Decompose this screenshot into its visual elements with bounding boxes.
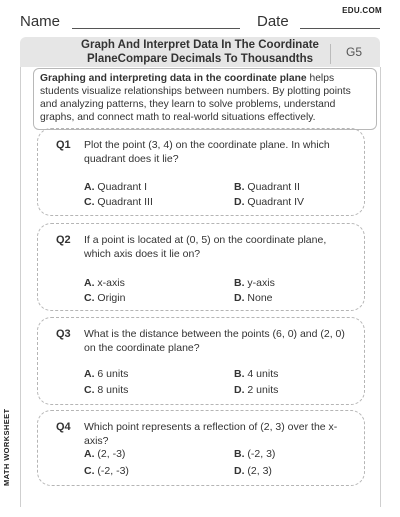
option-c[interactable] xyxy=(84,292,125,304)
option-letter: A. xyxy=(84,368,95,380)
option-b[interactable] xyxy=(234,368,278,380)
question-card-2 xyxy=(37,223,365,311)
option-text: Origin xyxy=(97,292,126,304)
option-letter: D. xyxy=(234,292,245,304)
intro-text: helps students visualize relationships between numbers. By plotting points and analyzing patterns, they learn to solve problems, understand graphs, and connect math to real-world situations effectively. xyxy=(40,73,351,123)
grade-divider xyxy=(330,44,331,64)
question-number: Q2 xyxy=(56,234,71,246)
name-line xyxy=(72,28,240,29)
worksheet-title xyxy=(60,37,340,66)
option-b[interactable] xyxy=(234,448,275,460)
question-card-4 xyxy=(37,410,365,486)
question-text: Which point represents a reflection of (2, 3) over the x-axis? xyxy=(84,421,338,447)
option-text: 4 units xyxy=(247,368,279,380)
option-letter: A. xyxy=(84,277,95,289)
option-d[interactable] xyxy=(234,465,272,477)
option-letter: D. xyxy=(234,384,245,396)
worksheet-title-line2: PlaneCompare Decimals To Thousandths xyxy=(86,53,313,65)
option-letter: C. xyxy=(84,465,95,477)
option-text: Quadrant II xyxy=(247,181,300,193)
option-letter: D. xyxy=(234,196,245,208)
option-b[interactable] xyxy=(234,277,275,289)
option-text: Quadrant IV xyxy=(247,196,305,208)
name-label: Name xyxy=(20,13,61,30)
option-letter: A. xyxy=(84,448,95,460)
option-text: Quadrant I xyxy=(97,181,148,193)
option-text: (-2, -3) xyxy=(97,465,129,477)
option-d[interactable] xyxy=(234,196,304,208)
question-number: Q1 xyxy=(56,139,71,151)
question-card-3 xyxy=(37,317,365,405)
right-border xyxy=(380,67,381,507)
question-number: Q4 xyxy=(56,421,71,433)
option-letter: B. xyxy=(234,368,245,380)
option-a[interactable] xyxy=(84,448,125,460)
option-text: (2, -3) xyxy=(97,448,126,460)
title-banner xyxy=(20,37,380,67)
option-text: (-2, 3) xyxy=(247,448,276,460)
option-d[interactable] xyxy=(234,292,273,304)
option-text: 8 units xyxy=(97,384,129,396)
option-letter: C. xyxy=(84,384,95,396)
worksheet-title-line1: Graph And Interpret Data In The Coordinate xyxy=(81,39,319,51)
option-letter: C. xyxy=(84,196,95,208)
option-a[interactable] xyxy=(84,277,125,289)
left-border xyxy=(20,67,21,507)
date-label: Date xyxy=(257,13,289,30)
option-a[interactable] xyxy=(84,181,147,193)
option-text: (2, 3) xyxy=(247,465,272,477)
option-letter: C. xyxy=(84,292,95,304)
option-text: Quadrant III xyxy=(97,196,153,208)
question-number: Q3 xyxy=(56,328,71,340)
option-text: 6 units xyxy=(97,368,129,380)
option-c[interactable] xyxy=(84,384,128,396)
question-card-1 xyxy=(37,128,365,216)
brand-logo: EDU.COM xyxy=(342,6,382,15)
option-letter: B. xyxy=(234,448,245,460)
date-line xyxy=(300,28,380,29)
intro-bold: Graphing and interpreting data in the coordinate plane xyxy=(40,73,307,84)
option-text: y-axis xyxy=(247,277,275,289)
question-text: Plot the point (3, 4) on the coordinate plane. In which quadrant does it lie? xyxy=(84,139,330,165)
option-letter: D. xyxy=(234,465,245,477)
option-text: 2 units xyxy=(247,384,279,396)
intro-box xyxy=(33,68,377,130)
option-a[interactable] xyxy=(84,368,128,380)
option-letter: A. xyxy=(84,181,95,193)
option-c[interactable] xyxy=(84,465,129,477)
option-b[interactable] xyxy=(234,181,300,193)
grade-badge: G5 xyxy=(345,45,362,59)
math-worksheet-label: MATH WORKSHEET xyxy=(2,408,11,486)
option-d[interactable] xyxy=(234,384,278,396)
option-text: None xyxy=(247,292,273,304)
question-text: What is the distance between the points (6, 0) and (2, 0) on the coordinate plane? xyxy=(84,328,345,354)
option-text: x-axis xyxy=(97,277,125,289)
option-letter: B. xyxy=(234,181,245,193)
question-text: If a point is located at (0, 5) on the coordinate plane, which axis does it lie on? xyxy=(84,234,327,260)
option-c[interactable] xyxy=(84,196,153,208)
option-letter: B. xyxy=(234,277,245,289)
